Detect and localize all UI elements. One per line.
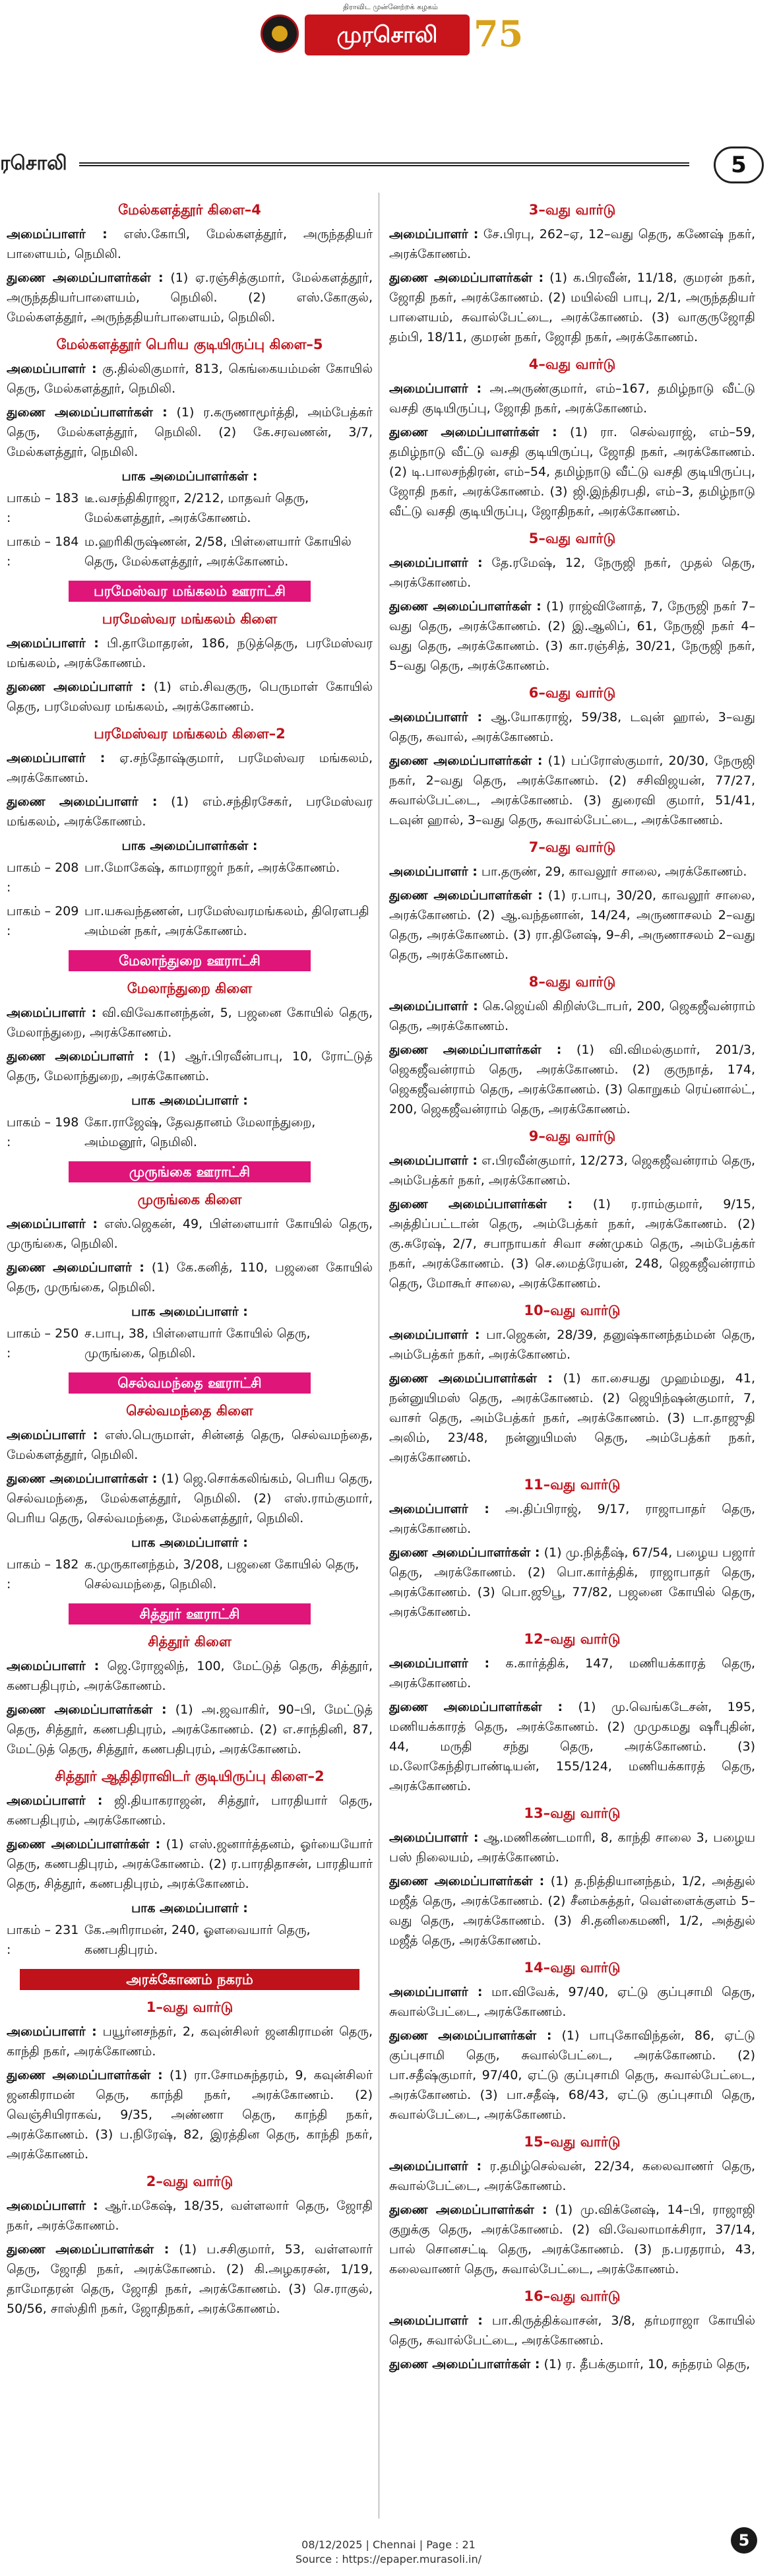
office-bearer-entry (7, 2196, 373, 2236)
role-label: துணை அமைப்பாளர்கள் : (389, 599, 542, 614)
role-label: அமைப்பாளர் : (389, 381, 482, 396)
booth-label: பாகம் – 209 : (7, 904, 79, 938)
role-label: அமைப்பாளர் : (389, 2313, 483, 2328)
member-details: கெ.ஜெய்லி கிறிஸ்டோபர், 200, ஜெகஜீவன்ராம் தெரு, அரக்கோணம். (389, 999, 755, 1033)
section-heading: 11–வது வார்டு (524, 1477, 621, 1493)
member-details: ர.தமிழ்செல்வன், 22/34, கலைவாணர் தெரு, சுவால்பேட்டை, அரக்கோணம். (389, 2159, 755, 2193)
role-label: அமைப்பாளர் : (7, 227, 108, 242)
role-label: அமைப்பாளர் : (7, 1793, 103, 1808)
role-label: அமைப்பாளர் : (389, 1153, 478, 1168)
office-bearer-entry (389, 1697, 755, 1796)
office-bearer-entry (389, 1040, 755, 1119)
office-bearer-entry (7, 1656, 373, 1696)
role-label: அமைப்பாளர் : (7, 751, 106, 765)
member-details: (1) மு.விக்னேஷ், 14–பி, ராஜாஜி குறுக்கு தெரு, அரக்கோணம். (2) வி.வேலாமாக்சிரா, 37/14, பால் சொனசட்டி தெரு, அரக்கோணம். (3) ந.பரதராம், 43, கலைவாணர் தெரு, சுவால்பேட்டை, அரக்கோணம். (389, 2203, 755, 2276)
office-bearer-entry (389, 1543, 755, 1622)
section-heading: 2–வது வார்டு (146, 2174, 233, 2189)
section-heading: 5–வது வார்டு (528, 531, 616, 546)
member-details: எஸ்.பெருமாள், சின்னத் தெரு, செல்வமந்தை, மேல்களத்தூர், நெமிலி. (7, 1428, 373, 1462)
right-column (389, 193, 755, 2519)
member-details: க.கார்த்திக், 147, மணியக்காரத் தெரு, அரக்கோணம். (389, 1656, 755, 1690)
section-heading: பாக அமைப்பாளர் : (131, 1093, 248, 1108)
booth-value: டீ.வசந்திகிராஜா, 2/212, மாதவர் தெரு, மேல்களத்தூர், அரக்கோணம். (84, 491, 309, 525)
role-label: அமைப்பாளர் : (7, 1428, 98, 1442)
office-bearer-entry (389, 886, 755, 965)
role-label: துணை அமைப்பாளர்கள் : (389, 425, 557, 439)
booth-label: பாகம் – 250 : (7, 1326, 79, 1361)
role-label: துணை அமைப்பாளர்கள் : (7, 2068, 163, 2082)
member-details: (1) ரா.சோமசுந்தரம், 9, கவுன்சிலர் ஜனகிராமன் தெரு, காந்தி நகர், அரக்கோணம். (2) வெஞ்சியிராகவ், 9/35, அண்ணா தெரு, காந்தி நகர், அரக்கோணம். (3) ப.நிரேஷ், 82, இரத்தின தெரு, காந்தி நகர், அரக்கோணம். (7, 2068, 373, 2162)
section-heading: சித்தூர் கிளை (148, 1634, 232, 1650)
office-bearer-entry (7, 402, 373, 462)
booth-entry (7, 1112, 373, 1152)
role-label: அமைப்பாளர் : (389, 999, 478, 1014)
section-banner: மேலாந்துறை ஊராட்சி (69, 950, 310, 971)
office-bearer-entry (389, 422, 755, 521)
section-heading: 4–வது வார்டு (528, 356, 616, 372)
member-details: (1) பப்ரோஸ்குமார், 20/30, நேருஜி நகர், 2–வது தெரு, அரக்கோணம். (2) சசிவிஜயன், 77/27, சுவால்பேட்டை, அரக்கோணம். (3) துரைவி குமார், 51/41, டவுன் ஹால், 3–வது தெரு, சுவால்பேட்டை, அரக்கோணம். (389, 754, 755, 827)
office-bearer-entry (389, 1982, 755, 2022)
member-details: (1) க.பிரவீன், 11/18, குமரன் நகர், ஜோதி நகர், அரக்கோணம். (2) மயில்வி பாபு, 2/1, அருந்ததியர் பாளையம், சுவால்பேட்டை, அரக்கோணம். (3) வாகுருஜோதி தம்பி, 18/11, குமரன் நகர், ஜோதி நகர், அரக்கோணம். (389, 271, 755, 344)
section-banner: பரமேஸ்வர மங்கலம் ஊராட்சி (69, 581, 310, 602)
office-bearer-entry (389, 2354, 755, 2374)
section-heading: செல்வமந்தை கிளை (126, 1403, 253, 1419)
member-details: (1) ர.ராம்குமார், 9/15, அத்திப்பட்டான் தெரு, அம்பேத்கர் நகர், அரக்கோணம். (2) கு.சுரேஷ், 2/7, சபாநாயகர் சிவா சண்முகம் தெரு, அம்பேத்கர் நகர், அரக்கோணம். (3) செ.மைத்ரேயன், 248, ஜெகஜீவன்ராம் தெரு, மோகூர் சாலை, அரக்கோணம். (389, 1197, 755, 1291)
office-bearer-entry (7, 1700, 373, 1759)
member-details: ஜி.தியாகராஜன், சித்தூர், பாரதியார் தெரு, கணபதிபுரம், அரக்கோணம். (7, 1793, 373, 1828)
member-details: தே.ரமேஷ், 12, நேருஜி நகர், முதல் தெரு, அரக்கோணம். (389, 556, 755, 590)
member-details: (1) மு.நித்தீஷ், 67/54, பழைய பஜார் தெரு, அரக்கோணம். (2) பொ.கார்த்திக், ராஜாபாதர் தெரு, அரக்கோணம். (3) பொ.ஜூபூ, 77/82, பஜனை கோயில் தெரு, அரக்கோணம். (389, 1545, 755, 1619)
section-heading: மேல்களத்தூர் பெரிய குடியிருப்பு கிளை–5 (56, 337, 323, 352)
role-label: துணை அமைப்பாளர்கள் : (389, 271, 544, 285)
member-details: (1) கா.சையது முஹம்மது, 41, நன்னுயிமஸ் தெரு, அரக்கோணம். (2) ஜெயிந்ஷன்குமார், 7, வாசர் தெரு, அம்பேத்கர் நகர், அரக்கோணம். (3) டா.தாஜுதி அலிம், 23/48, நன்னுயிமஸ் தெரு, அம்பேத்கர் நகர், அரக்கோணம். (389, 1371, 755, 1465)
member-details: மா.விவேக், 97/40, ஏட்டு குப்புசாமி தெரு, சுவால்பேட்டை, அரக்கோணம். (389, 1985, 755, 2019)
booth-entry (7, 858, 373, 897)
office-bearer-entry (389, 2311, 755, 2350)
member-details: (1) த.நித்தியானந்தம், 1/2, அத்துல் மஜீத் தெரு, அரக்கோணம். (2) சீனம்சுத்தர், வெள்ளைக்குளம் 5–வது தெரு, அரக்கோணம். (3) சி.தனிகைமணி, 1/2, அத்துல் மஜீத் தெரு, அரக்கோணம். (389, 1874, 755, 1948)
role-label: துணை அமைப்பாளர்கள் : (7, 1837, 161, 1852)
booth-value: க.முருகானந்தம், 3/208, பஜனை கோயில் தெரு, செல்வமந்தை, நெமிலி. (84, 1557, 359, 1592)
section-heading: பாக அமைப்பாளர் : (131, 1304, 248, 1319)
role-label: அமைப்பாளர் : (389, 710, 483, 724)
office-bearer-entry (7, 2022, 373, 2061)
member-details: (1) ர. தீபக்குமார், 10, சுந்தரம் தெரு, (544, 2357, 751, 2371)
section-heading: 14–வது வார்டு (524, 1960, 621, 1976)
role-label: அமைப்பாளர் : (7, 1006, 97, 1020)
section-heading: முருங்கை கிளை (137, 1192, 242, 1208)
office-bearer-entry (7, 1003, 373, 1043)
booth-entry (7, 1920, 373, 1960)
office-bearer-entry (389, 224, 755, 264)
booth-label: பாகம் – 182 : (7, 1557, 79, 1592)
member-details: ஆ.யோகராஜ், 59/38, டவுன் ஹால், 3–வது தெரு, சுவால், அரக்கோணம். (389, 710, 755, 744)
footer-date-line: 08/12/2025 | Chennai | Page : 21 (301, 2538, 476, 2551)
booth-entry (7, 1324, 373, 1363)
page-corner-number: 5 (731, 2527, 757, 2554)
office-bearer-entry (7, 1046, 373, 1086)
role-label: அமைப்பாளர் : (389, 2159, 482, 2174)
role-label: துணை அமைப்பாளர் : (7, 794, 158, 809)
role-label: துணை அமைப்பாளர்கள் : (389, 754, 543, 768)
page-number-badge: 5 (714, 146, 764, 183)
role-label: துணை அமைப்பாளர்கள் : (389, 1043, 562, 1057)
role-label: துணை அமைப்பாளர்கள் : (389, 1545, 540, 1560)
office-bearer-entry (7, 633, 373, 673)
section-heading: 16–வது வார்டு (524, 2288, 621, 2304)
member-details: பயூர்னசந்தர், 2, கவுன்சிலர் ஜனகிராமன் தெரு, காந்தி நகர், அரக்கோணம். (7, 2024, 373, 2059)
article-body (0, 193, 777, 2519)
member-details: (1) எம்.சந்திரசேகர், பரமேஸ்வர மங்கலம், அரக்கோணம். (7, 794, 373, 829)
member-details: (1) ப.சசிகுமார், 53, வள்ளலார் தெரு, ஜோதி நகர், அரக்கோணம். (2) கி.அழகரசன், 1/19, தாமோதரன் தெரு, ஜோதி நகர், அரக்கோணம். (3) செ.ராகுல், 50/56, சாஸ்திரி நகர், ஜோதிநகர், அரக்கோணம். (7, 2242, 373, 2316)
member-details: (1) மு.வெங்கடேசன், 195, மணியக்காரத் தெரு, அரக்கோணம். (2) முமுகமது ஷரீபுதின், 44, மருதி சந்து தெரு, அரக்கோணம். (3) ம.லோகேந்திரபாண்டியன், 155/124, மணியக்காரத் தெரு, அரக்கோணம். (389, 1700, 755, 1793)
section-heading: பரமேஸ்வர மங்கலம் கிளை–2 (94, 726, 286, 742)
role-label: அமைப்பாளர் : (389, 1502, 489, 1516)
role-label: துணை அமைப்பாளர்கள் : (389, 2203, 547, 2217)
office-bearer-entry (7, 792, 373, 831)
member-details: (1) ரா. செல்வராஜ், எம்–59, தமிழ்நாடு வீட்டு வசதி குடியிருப்பு, ஜோதி நகர், அரக்கோணம். (2) டி.பாலசந்திரன், எம்–54, தமிழ்நாடு வீட்டு வசதி குடியிருப்பு, ஜோதி நகர், அரக்கோணம். (3) ஜி.இந்திரபதி, எம்–3, தமிழ்நாடு வீட்டு வசதி குடியிருப்பு, ஜோதிநகர், அரக்கோணம். (389, 425, 755, 519)
booth-entry (7, 488, 373, 528)
booth-label: பாகம் – 183 : (7, 491, 79, 525)
office-bearer-entry (389, 2200, 755, 2279)
member-details: (1) பாபுகோவிந்தன், 86, ஏட்டு குப்புசாமி தெரு, சுவால்பேட்டை, அரக்கோணம். (2) பா.சதீஷ்குமார், 97/40, ஏட்டு குப்புசாமி தெரு, சுவால்பேட்டை, அரக்கோணம். (3) பா.சதீஷ், 68/43, ஏட்டு குப்புசாமி தெரு, சுவால்பேட்டை, அரக்கோணம். (389, 2028, 755, 2122)
office-bearer-entry (389, 1654, 755, 1693)
role-label: அமைப்பாளர் : (7, 1217, 98, 1231)
member-details: பா.கிருத்திக்வாசன், 3/8, தர்மராஜா கோயில் தெரு, சுவால்பேட்டை, அரக்கோணம். (389, 2313, 755, 2348)
member-details: (1) கே.கனித், 110, பஜனை கோயில் தெரு, முருங்கை, நெமிலி. (7, 1260, 373, 1295)
left-column (7, 193, 373, 2519)
member-details: (1) ராஜ்வினோத், 7, நேருஜி நகர் 7–வது தெரு, அரக்கோணம். (2) இ.ஆலிப், 61, நேருஜி நகர் 4–வது தெரு, அரக்கோணம். (3) கா.ரஞ்சித், 30/21, நேருஜி நகர், 5–வது தெரு, அரக்கோணம். (389, 599, 755, 673)
role-label: துணை அமைப்பாளர்கள் : (389, 1197, 573, 1211)
section-heading: 10–வது வார்டு (524, 1303, 621, 1318)
page-footer (0, 2538, 777, 2567)
page-header-bar (0, 145, 777, 185)
section-heading: 6–வது வார்டு (528, 685, 616, 701)
role-label: துணை அமைப்பாளர்கள் : (7, 1702, 167, 1717)
member-details: ஆர்.மகேஷ், 18/35, வள்ளலார் தெரு, ஜோதி நகர், அரக்கோணம். (7, 2199, 373, 2233)
anniversary-75-logo: 75 (474, 13, 524, 55)
section-banner: சித்தூர் ஊராட்சி (69, 1603, 310, 1625)
office-bearer-entry (7, 677, 373, 717)
newspaper-name-fragment: ரசொலி (0, 152, 67, 175)
section-banner: செல்வமந்தை ஊராட்சி (69, 1372, 310, 1394)
booth-entry (7, 1555, 373, 1594)
member-details: ஏ.சந்தோஷ்குமார், பரமேஸ்வர மங்கலம், அரக்கோணம். (7, 751, 373, 785)
booth-value: பா.மோகேஷ், காமராஜர் நகர், அரக்கோணம். (84, 860, 340, 875)
booth-entry (7, 901, 373, 941)
booth-value: கோ.ராஜேஷ், தேவதானம் மேலாந்துறை, அம்மனூர், நெமிலி. (84, 1115, 316, 1149)
member-details: எஸ்.ஜெகன், 49, பிள்ளையார் கோயில் தெரு, முருங்கை, நெமிலி. (7, 1217, 373, 1251)
office-bearer-entry (389, 379, 755, 418)
booth-label: பாகம் – 198 : (7, 1115, 79, 1149)
role-label: துணை அமைப்பாளர் : (7, 680, 146, 694)
section-heading: பாக அமைப்பாளர் : (131, 1535, 248, 1550)
section-heading: 15–வது வார்டு (524, 2134, 621, 2150)
section-banner: முருங்கை ஊராட்சி (69, 1161, 310, 1182)
booth-value: பா.யசுவந்தணன், பரமேஸ்வரமங்கலம், திரௌபதி அம்மன் நகர், அரக்கோணம். (84, 904, 369, 938)
office-bearer-entry (7, 2065, 373, 2164)
member-details: (1) ர.பாபு, 30/20, காவலூர் சாலை, அரக்கோணம். (2) ஆ.வந்தனான், 14/24, அருணாசலம் 2–வது தெரு, அரக்கோணம். (3) ரா.தினேஷ், 9–சி, அருணாசலம் 2–வது தெரு, அரக்கோணம். (389, 888, 755, 962)
member-details: வி.விவேகானந்தன், 5, பஜனை கோயில் தெரு, மேலாந்துறை, அரக்கோணம். (7, 1006, 373, 1040)
role-label: அமைப்பாளர் : (389, 864, 478, 879)
section-heading: 8–வது வார்டு (528, 974, 616, 990)
member-details: (1) எம்.சிவகுரு, பெருமாள் கோயில் தெரு, பரமேஸ்வர மங்கலம், அரக்கோணம். (7, 680, 373, 714)
role-label: துணை அமைப்பாளர்கள் : (389, 1700, 563, 1714)
office-bearer-entry (7, 1214, 373, 1254)
role-label: துணை அமைப்பாளர்கள் : (389, 1371, 553, 1386)
role-label: துணை அமைப்பாளர்கள் : (389, 1874, 545, 1888)
booth-entry (7, 532, 373, 571)
office-bearer-entry (7, 1834, 373, 1894)
member-details: (1) எஸ்.ஜனார்த்தனம், ஓர்யையோர் தெரு, கணபதிபுரம், அரக்கோணம். (2) ர.பாரதிதாசன், பாரதியார் தெரு, சித்தூர், கணபதிபுரம், அரக்கோணம். (7, 1837, 373, 1891)
member-details: அ.திப்பிராஜ், 9/17, ராஜாபாதர் தெரு, அரக்கோணம். (389, 1502, 755, 1536)
office-bearer-entry (389, 553, 755, 593)
section-heading: 7–வது வார்டு (528, 839, 616, 855)
section-heading: மேல்களத்தூர் கிளை–4 (118, 202, 261, 218)
member-details: எஸ்.கோபி, மேல்களத்தூர், அருந்ததியர் பாளையம், நெமிலி. (7, 227, 373, 261)
role-label: துணை அமைப்பாளர்கள் : (7, 2242, 170, 2257)
member-details: சே.பிரபு, 262–ஏ, 12–வது தெரு, கணேஷ் நகர், அரக்கோணம். (389, 227, 755, 261)
role-label: அமைப்பாளர் : (7, 1659, 100, 1673)
section-heading: சித்தூர் ஆதிதிராவிடர் குடியிருப்பு கிளை–2 (55, 1768, 325, 1784)
office-bearer-entry (7, 224, 373, 264)
member-details: (1) ஆர்.பிரவீன்பாபு, 10, ரோட்டுத் தெரு, மேலாந்துறை, அரக்கோணம். (7, 1049, 373, 1083)
role-label: துணை அமைப்பாளர்கள் : (7, 271, 164, 285)
role-label: அமைப்பாளர் : (7, 636, 99, 651)
role-label: அமைப்பாளர் : (7, 362, 97, 376)
office-bearer-entry (389, 596, 755, 676)
office-bearer-entry (7, 1469, 373, 1528)
section-heading: 9–வது வார்டு (528, 1128, 616, 1144)
booth-label: பாகம் – 184 : (7, 534, 79, 569)
member-details: பா.தருண், 29, காவலூர் சாலை, அரக்கோணம். (481, 864, 747, 879)
office-bearer-entry (7, 748, 373, 788)
member-details: எ.பிரவீன்குமார், 12/273, ஜெகஜீவன்ராம் தெரு, அம்பேத்கர் நகர், அரக்கோணம். (389, 1153, 755, 1188)
office-bearer-entry (389, 1368, 755, 1467)
role-label: துணை அமைப்பாளர்கள் : (389, 2028, 552, 2043)
member-details: பி.தாமோதரன், 186, நடுத்தெரு, பரமேஸ்வர மங்கலம், அரக்கோணம். (7, 636, 373, 670)
masthead (0, 0, 777, 79)
member-details: கு.தில்லிகுமார், 813, கெங்கையம்மன் கோயில் தெரு, மேல்களத்தூர், நெமிலி. (7, 362, 373, 396)
role-label: அமைப்பாளர் : (389, 1328, 480, 1342)
booth-value: கே.அரிராமன், 240, ஓளவையார் தெரு, கணபதிபுரம். (84, 1923, 311, 1957)
section-heading: 3–வது வார்டு (528, 202, 616, 218)
booth-label: பாகம் – 208 : (7, 860, 79, 895)
role-label: துணை அமைப்பாளர்கள் : (7, 405, 168, 420)
role-label: துணை அமைப்பாளர் : (7, 1049, 149, 1064)
section-heading: 12–வது வார்டு (524, 1631, 621, 1647)
section-banner: அரக்கோணம் நகரம் (20, 1969, 359, 1990)
member-details: அ.அருண்குமார், எம்–167, தமிழ்நாடு வீட்டு வசதி குடியிருப்பு, ஜோதி நகர், அரக்கோணம். (389, 381, 755, 416)
role-label: அமைப்பாளர் : (389, 556, 483, 570)
header-rule (79, 162, 689, 166)
party-emblem-icon (261, 15, 299, 53)
office-bearer-entry (7, 1258, 373, 1297)
member-details: (1) ர.கருணாமூர்த்தி, அம்பேத்கர் தெரு, மேல்களத்தூர், நெமிலி. (2) கே.சரவணன், 3/7, மேல்களத்தூர், நெமிலி. (7, 405, 373, 459)
office-bearer-entry (389, 996, 755, 1036)
masthead-tagline: திராவிட முன்னேற்றக் கழகம் (343, 3, 438, 11)
office-bearer-entry (389, 2156, 755, 2196)
office-bearer-entry (389, 268, 755, 347)
footer-source-line: Source : https://epaper.murasoli.in/ (295, 2553, 482, 2565)
office-bearer-entry (389, 707, 755, 747)
newspaper-logo: முரசொலி (305, 15, 470, 55)
office-bearer-entry (7, 1425, 373, 1465)
office-bearer-entry (389, 1325, 755, 1365)
office-bearer-entry (389, 1499, 755, 1539)
booth-label: பாகம் – 231 : (7, 1923, 79, 1957)
member-details: ஆ.மணிகண்டமாரி, 8, காந்தி சாலை 3, பழைய பஸ் நிலையம், அரக்கோணம். (389, 1830, 755, 1865)
office-bearer-entry (7, 1791, 373, 1830)
role-label: அமைப்பாளர் : (389, 1656, 490, 1671)
role-label: துணை அமைப்பாளர்கள் : (389, 888, 543, 903)
member-details: (1) ஏ.ரஞ்சித்குமார், மேல்களத்தூர், அருந்ததியர்பாளையம், நெமிலி. (2) எஸ்.கோகுல், மேல்களத்தூர், அருந்ததியர்பாளையம், நெமிலி. (7, 271, 373, 325)
office-bearer-entry (389, 1194, 755, 1293)
role-label: அமைப்பாளர் : (7, 2024, 97, 2039)
role-label: அமைப்பாளர் : (7, 2199, 98, 2213)
office-bearer-entry (389, 1151, 755, 1190)
member-details: (1) அ.ஜவாகிர், 90–பி, மேட்டுத் தெரு, சித்தூர், கணபதிபுரம், அரக்கோணம். (2) எ.சாந்தினி, 87, மேட்டுத் தெரு, சித்தூர், கணபதிபுரம், அரக்கோணம். (7, 1702, 373, 1756)
section-heading: 13–வது வார்டு (524, 1805, 621, 1821)
member-details: பா.ஜெகன், 28/39, தனுஷ்கானந்தம்மன் தெரு, அம்பேத்கர் நகர், அரக்கோணம். (389, 1328, 755, 1362)
role-label: துணை அமைப்பாளர் : (7, 1260, 144, 1275)
office-bearer-entry (7, 268, 373, 327)
member-details: (1) ஜெ.சொக்கலிங்கம், பெரிய தெரு, செல்வமந்தை, மேல்களத்தூர், நெமிலி. (2) எஸ்.ராம்குமார், பெரிய தெரு, செல்வமந்தை, மேல்களத்தூர், நெமிலி. (7, 1471, 373, 1526)
role-label: துணை அமைப்பாளர்கள் : (7, 1471, 158, 1486)
section-heading: பாக அமைப்பாளர்கள் : (121, 839, 258, 853)
role-label: அமைப்பாளர் : (389, 227, 479, 242)
role-label: அமைப்பாளர் : (389, 1830, 479, 1845)
office-bearer-entry (7, 2239, 373, 2319)
member-details: (1) வி.விமல்குமார், 201/3, ஜெகஜீவன்ராம் தெரு, அரக்கோணம். (2) குருநாத், 174, ஜெகஜீவன்ராம் தெரு, அரக்கோணம். (3) கொறுகம் ரெய்னால்ட், 200, ஜெகஜீவன்ராம் தெரு, அரக்கோணம். (389, 1043, 755, 1116)
office-bearer-entry (389, 751, 755, 830)
section-heading: பாக அமைப்பாளர்கள் : (121, 469, 258, 484)
section-heading: பாக அமைப்பாளர் : (131, 1901, 248, 1916)
section-heading: பரமேஸ்வர மங்கலம் கிளை (102, 611, 278, 627)
office-bearer-entry (389, 1828, 755, 1867)
booth-value: ச.பாபு, 38, பிள்ளையார் கோயில் தெரு, முருங்கை, நெமிலி. (84, 1326, 311, 1361)
office-bearer-entry (389, 862, 755, 882)
section-heading: மேலாந்துறை கிளை (127, 981, 253, 996)
role-label: துணை அமைப்பாளர்கள் : (389, 2357, 540, 2371)
member-details: ஜெ.ரோஜலிந், 100, மேட்டுத் தெரு, சித்தூர், கணபதிபுரம், அரக்கோணம். (7, 1659, 373, 1693)
office-bearer-entry (389, 1871, 755, 1950)
office-bearer-entry (7, 359, 373, 399)
office-bearer-entry (389, 2026, 755, 2125)
role-label: அமைப்பாளர் : (389, 1985, 483, 1999)
section-heading: 1–வது வார்டு (146, 1999, 233, 2015)
booth-value: ம.ஹரிகிருஷ்ணன், 2/58, பிள்ளையார் கோயில் தெரு, மேல்களத்தூர், அரக்கோணம். (84, 534, 352, 569)
